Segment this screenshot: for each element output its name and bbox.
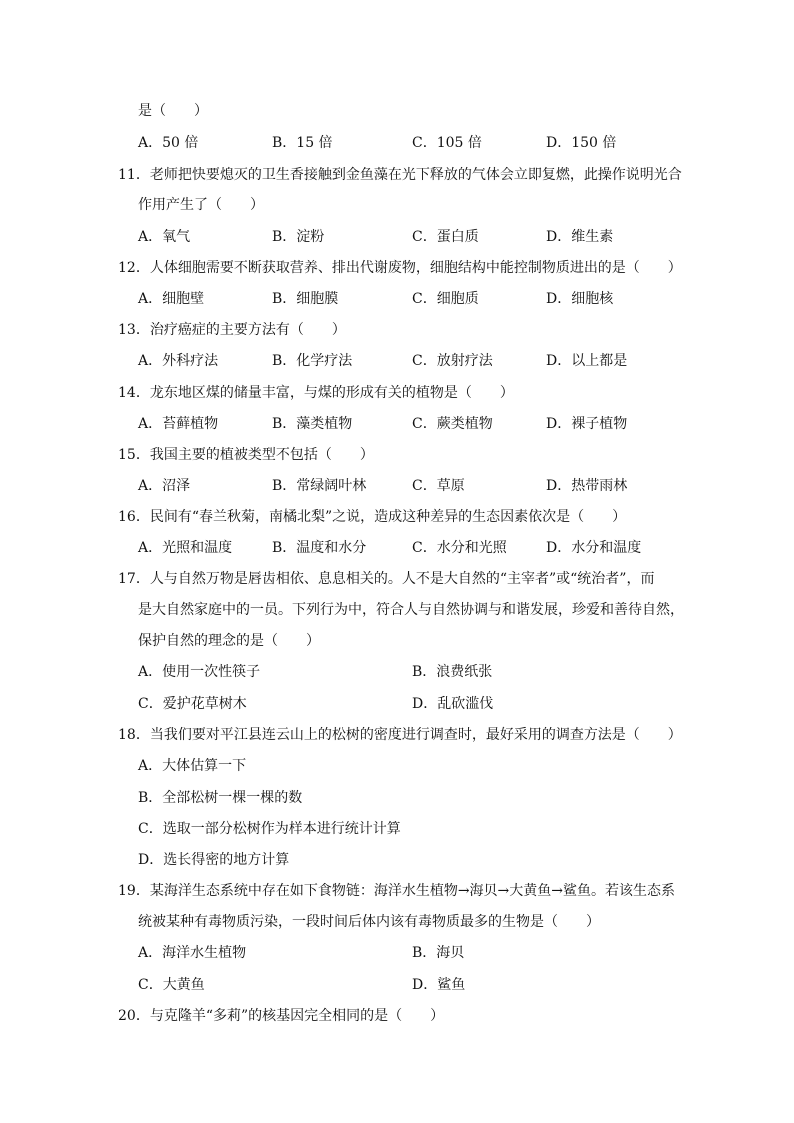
q19-option-d: D．鲨鱼 [412,977,466,993]
q14-option-b: B．藻类植物 [272,416,353,432]
q10-option-b: B．15 倍 [272,135,333,151]
q15-option-c: C．草原 [412,478,465,494]
q14-stem: 14．龙东地区煤的储量丰富，与煤的形成有关的植物是（ ） [118,385,514,401]
q19-option-c: C．大黄鱼 [138,977,205,993]
q11-stem-line-2: 作用产生了（ ） [138,197,264,213]
q12-option-d: D．细胞核 [546,291,614,307]
q10-option-d: D．150 倍 [546,135,617,151]
q15-option-a: A．沼泽 [138,478,191,494]
q11-option-b: B．淀粉 [272,229,325,245]
q18-stem: 18．当我们要对平江县连云山上的松树的密度进行调查时，最好采用的调查方法是（ ） [118,727,682,743]
q10-option-c: C．105 倍 [412,135,482,151]
q13-option-d: D．以上都是 [546,353,628,369]
q14-option-d: D．裸子植物 [546,416,628,432]
q14-option-c: C．蕨类植物 [412,416,493,432]
q13-stem: 13．治疗癌症的主要方法有（ ） [118,322,346,338]
q11-option-c: C．蛋白质 [412,229,479,245]
q19-option-a: A．海洋水生植物 [138,945,247,961]
q17-option-d: D．乱砍滥伐 [412,696,494,712]
q12-option-b: B．细胞膜 [272,291,339,307]
q16-option-c: C．水分和光照 [412,540,507,556]
q12-option-a: A．细胞壁 [138,291,205,307]
q14-option-a: A．苔藓植物 [138,416,219,432]
q20-stem: 20．与克隆羊“多莉”的核基因完全相同的是（ ） [118,1008,445,1024]
q15-option-b: B．常绿阔叶林 [272,478,367,494]
q17-option-b: B．浪费纸张 [412,664,493,680]
q19-stem-line-1: 19．某海洋生态系统中存在如下食物链：海洋水生植物→海贝→大黄鱼→鲨鱼。若该生态系 [118,883,676,899]
q19-stem-line-2: 统被某种有毒物质污染，一段时间后体内该有毒物质最多的生物是（ ） [138,914,600,930]
q11-option-d: D．维生素 [546,229,614,245]
q12-stem: 12．人体细胞需要不断获取营养、排出代谢废物，细胞结构中能控制物质进出的是（ ） [118,260,682,276]
q16-option-a: A．光照和温度 [138,540,233,556]
q17-stem-line-2: 是大自然家庭中的一员。下列行为中，符合人与自然协调与和谐发展，珍爱和善待自然， [138,602,684,618]
q12-option-c: C．细胞质 [412,291,479,307]
q18-option-d: D．选长得密的地方计算 [138,852,290,868]
q13-option-c: C．放射疗法 [412,353,493,369]
q11-option-a: A．氧气 [138,229,191,245]
q18-option-a: A．大体估算一下 [138,758,247,774]
q15-stem: 15．我国主要的植被类型不包括（ ） [118,447,374,463]
q17-option-a: A．使用一次性筷子 [138,664,261,680]
q10-option-a: A．50 倍 [138,135,199,151]
q17-stem-line-3: 保护自然的理念的是（ ） [138,633,320,649]
q18-option-b: B．全部松树一棵一棵的数 [138,790,303,806]
q17-option-c: C．爱护花草树木 [138,696,247,712]
q16-option-d: D．水分和温度 [546,540,642,556]
q15-option-d: D．热带雨林 [546,478,628,494]
q19-option-b: B．海贝 [412,945,465,961]
q17-stem-line-1: 17．人与自然万物是唇齿相依、息息相关的。人不是大自然的“主宰者”或“统治者”，而 [118,571,655,587]
q16-stem: 16．民间有“春兰秋菊，南橘北梨”之说，造成这种差异的生态因素依次是（ ） [118,509,627,525]
q18-option-c: C．选取一部分松树作为样本进行统计计算 [138,821,401,837]
q13-option-a: A．外科疗法 [138,353,219,369]
q16-option-b: B．温度和水分 [272,540,367,556]
q10-stem-tail: 是（ ） [138,103,208,119]
q13-option-b: B．化学疗法 [272,353,353,369]
q11-stem-line-1: 11．老师把快要熄灭的卫生香接触到金鱼藻在光下释放的气体会立即复燃，此操作说明光合 [118,167,682,183]
